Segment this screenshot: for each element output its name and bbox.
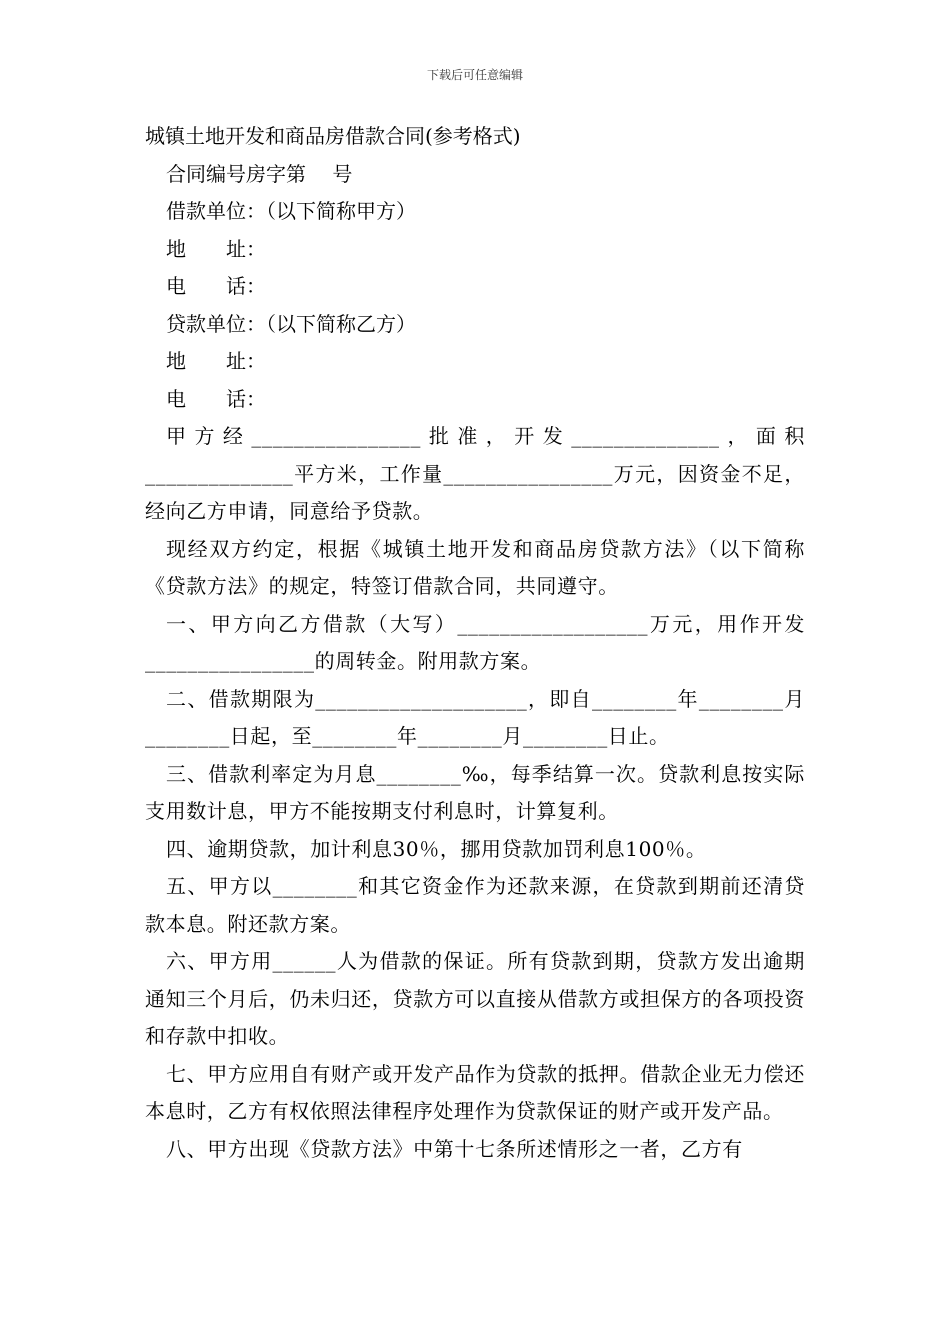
paragraph-agreement: 现经双方约定，根据《城镇土地开发和商品房贷款方法》（以下简称《贷款方法》的规定，特签订借款合同，共同遵守。 — [145, 536, 805, 598]
clause-2-loan-term: 二、借款期限为____________________，即自________年________月________日起，至________年________月________日止。 — [145, 686, 805, 748]
lender-unit-field: 贷款单位：（以下简称乙方） — [166, 311, 416, 336]
document-title: 城镇土地开发和商品房借款合同(参考格式) — [145, 124, 521, 148]
lender-address-field: 地 址： — [166, 349, 266, 373]
page-header: 下载后可任意编辑 — [426, 68, 523, 82]
borrower-unit-field: 借款单位：（以下简称甲方） — [166, 199, 416, 223]
clause-8-default: 八、甲方出现《贷款方法》中第十七条所述情形之一者，乙方有 — [166, 1136, 743, 1161]
clause-7-collateral: 七、甲方应用自有财产或开发产品作为贷款的抵押。借款企业无力偿还本息时，乙方有权依照法律程序处理作为贷款保证的财产或开发产品。 — [145, 1061, 805, 1123]
paragraph-approval: 甲方经________________批准，开发______________，面积______________平方米，工作量________________万元，因资金不足，经向乙方申请，同意给予贷款。 — [145, 424, 805, 523]
borrower-phone-field: 电 话： — [166, 274, 266, 298]
clause-1-loan-amount: 一、甲方向乙方借款（大写）__________________万元，用作开发________________的周转金。附用款方案。 — [145, 611, 805, 673]
clause-5-repayment-source: 五、甲方以________和其它资金作为还款来源，在贷款到期前还清贷款本息。附还款方案。 — [145, 874, 805, 936]
lender-phone-field: 电 话： — [166, 386, 266, 411]
clause-4-overdue: 四、逾期贷款，加计利息30％，挪用贷款加罚利息100％。 — [166, 836, 707, 861]
document-body — [145, 118, 805, 1168]
borrower-address-field: 地 址： — [166, 236, 266, 261]
contract-number-field: 合同编号房字第 号 — [166, 161, 353, 186]
clause-3-interest-rate: 三、借款利率定为月息________‰，每季结算一次。贷款利息按实际支用数计息，甲方不能按期支付利息时，计算复利。 — [145, 761, 805, 823]
clause-6-guarantee: 六、甲方用______人为借款的保证。所有贷款到期，贷款方发出逾期通知三个月后，仍未归还，贷款方可以直接从借款方或担保方的各项投资和存款中扣收。 — [145, 949, 805, 1048]
